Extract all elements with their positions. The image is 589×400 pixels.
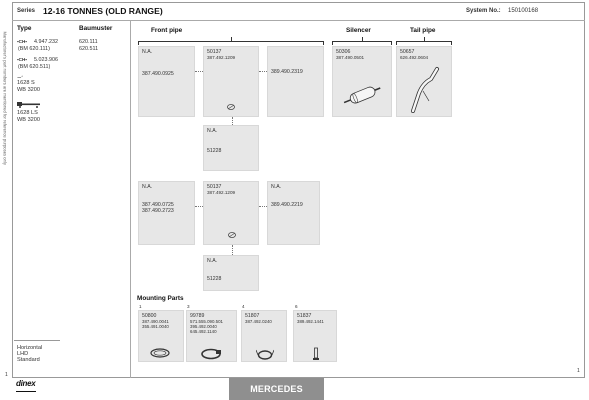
card-ref: 387.490.0725 xyxy=(142,202,174,208)
tail-pipe-heading: Tail pipe xyxy=(410,27,436,34)
card-ref: 355.491.0040 xyxy=(142,324,169,329)
connector-dots xyxy=(232,117,233,125)
card-ref: 51228 xyxy=(207,276,222,282)
engine-code: 4.947.232 xyxy=(34,39,58,45)
card-label: 99789 xyxy=(190,313,205,319)
card-label: 51807 xyxy=(245,313,260,319)
card-ref: 389.490.2219 xyxy=(271,202,303,208)
front-pipe-card[interactable] xyxy=(138,46,195,117)
card-label: N.A. xyxy=(207,258,218,264)
intermediate-pipe-alt-card[interactable] xyxy=(267,181,320,245)
intermediate-pipe-card[interactable] xyxy=(267,46,324,117)
card-sub: 387.490.0501 xyxy=(336,55,365,60)
series-title: 12-16 TONNES (OLD RANGE) xyxy=(43,6,163,16)
mounting-part-card[interactable] xyxy=(138,310,184,362)
card-label: 50657 xyxy=(400,49,415,55)
card-label: N.A. xyxy=(142,184,153,190)
card-sub: 626.492.0604 xyxy=(400,55,429,60)
connector-dots xyxy=(259,71,267,72)
card-ref: 389.492.1441 xyxy=(297,319,324,324)
mount-number: 6 xyxy=(295,304,298,309)
make-banner xyxy=(229,378,324,400)
truck-silhouette-icon xyxy=(17,100,41,108)
silencer-icon xyxy=(343,83,383,109)
system-label: System No.: xyxy=(466,8,501,14)
mounting-part-card[interactable] xyxy=(186,310,237,362)
baumuster-heading: Baumuster xyxy=(79,25,113,32)
card-label: 50800 xyxy=(142,313,157,319)
series-label: Series xyxy=(17,8,36,14)
bolt-icon xyxy=(311,347,321,361)
mounting-part-card[interactable] xyxy=(241,310,287,362)
connector-dots xyxy=(232,245,233,255)
orientation-label: Horizontal xyxy=(17,345,43,351)
dinex-logo-underline xyxy=(16,391,36,392)
silencer-heading: Silencer xyxy=(346,27,371,34)
card-label: N.A. xyxy=(142,49,153,55)
card-ref: 645.492.1140 xyxy=(190,329,217,334)
card-ref: 395.492.0040 xyxy=(190,324,217,329)
variant-wb: WB 3200 xyxy=(17,87,41,93)
card-ref: 51228 xyxy=(207,148,222,154)
system-number: 150100168 xyxy=(508,8,539,14)
tail-pipe-bracket xyxy=(396,41,452,45)
tail-pipe-icon xyxy=(409,65,441,113)
mounting-part-card[interactable] xyxy=(293,310,337,362)
card-label: 50137 xyxy=(207,49,222,55)
tail-pipe-card[interactable] xyxy=(396,46,452,117)
engine-code: 5.023.906 xyxy=(34,57,58,63)
page-left-number: 1 xyxy=(5,372,8,378)
mount-number: 1 xyxy=(139,304,142,309)
engine-icon: ▪CH▪ xyxy=(17,39,27,44)
mounting-parts-heading: Mounting Parts xyxy=(137,295,184,302)
clamp-alt-card[interactable] xyxy=(203,181,259,245)
variant-name: 1628 S xyxy=(17,80,35,86)
card-ref: 571.555.090.501 xyxy=(190,319,223,324)
mount-number: 4 xyxy=(242,304,245,309)
card-ref: 387.490.2723 xyxy=(142,208,174,214)
clamp-icon xyxy=(226,103,236,111)
page-right-number: 1 xyxy=(577,368,580,374)
connector-dots xyxy=(195,206,203,207)
left-panel-divider xyxy=(130,20,131,378)
connector-dots xyxy=(195,71,203,72)
front-pipe-heading: Front pipe xyxy=(151,27,183,34)
dinex-logo: dinex xyxy=(16,379,36,388)
pipe-alt-card[interactable] xyxy=(203,255,259,291)
pipe-card[interactable] xyxy=(203,125,259,171)
baumuster-value: 620.111 xyxy=(79,39,98,45)
variant-wb: WB 3200 xyxy=(17,117,41,123)
card-ref: 387.492.0240 xyxy=(245,319,272,324)
hose-clamp-icon xyxy=(199,347,223,361)
ring-clamp-icon xyxy=(149,347,171,359)
baumuster-value: 620.511 xyxy=(79,46,99,52)
card-ref: 387.490.0041 xyxy=(142,319,169,324)
version-label: Standard xyxy=(17,357,40,363)
card-sub: 387.492.1209 xyxy=(207,55,236,60)
card-sub: 387.492.1209 xyxy=(207,190,236,195)
engine-model: (BM 620.111) xyxy=(18,46,50,52)
front-pipe-bracket xyxy=(138,41,324,45)
card-label: 50306 xyxy=(336,49,351,55)
front-pipe-alt-card[interactable] xyxy=(138,181,195,245)
header-divider xyxy=(12,20,585,21)
silencer-card[interactable] xyxy=(332,46,392,117)
card-label: 51837 xyxy=(297,313,312,319)
card-label: N.A. xyxy=(207,128,218,134)
connector-dots xyxy=(259,206,267,207)
clamp-card[interactable] xyxy=(203,46,259,117)
engine-icon: ▪CH▪ xyxy=(17,57,27,62)
card-ref: 389.490.2319 xyxy=(271,69,303,75)
variant-name: 1628 LS xyxy=(17,110,38,116)
card-ref: 387.490.0925 xyxy=(142,71,174,77)
axle-icon: ⚊▫ xyxy=(17,74,24,80)
clamp-icon xyxy=(227,231,237,239)
bracket-clamp-icon xyxy=(256,347,274,361)
engine-model: (BM 620.511) xyxy=(18,64,51,70)
drive-label: LHD xyxy=(17,351,29,357)
make-label: MERCEDES xyxy=(250,384,303,394)
left-footer-divider xyxy=(14,340,60,341)
card-label: 50137 xyxy=(207,184,222,190)
card-label: N.A. xyxy=(271,184,282,190)
mount-number: 3 xyxy=(187,304,190,309)
side-note: Manufacturer's part numbers are mentioned for reference purposes only xyxy=(2,31,8,165)
type-heading: Type xyxy=(17,25,32,32)
silencer-bracket xyxy=(332,41,392,45)
